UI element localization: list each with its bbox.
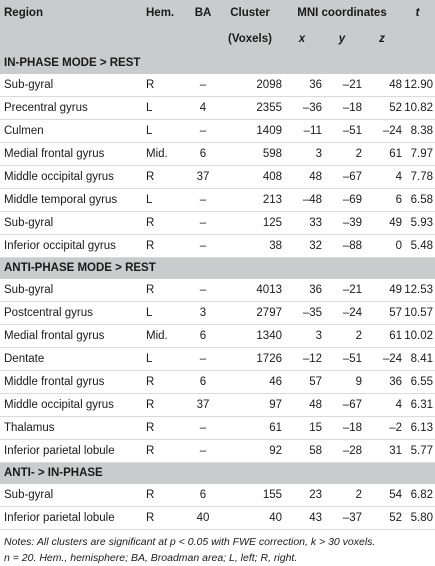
cell-x: –36 [282,97,322,120]
cell-z: 52 [362,97,402,120]
table-row [0,371,435,394]
cell-z: 57 [362,302,402,325]
table-row [0,235,435,258]
cell-cluster: 61 [218,417,282,440]
section-title: ANTI-PHASE MODE > REST [0,258,435,280]
cell-hem: R [146,507,188,530]
cell-z: 54 [362,484,402,507]
cell-hem: R [146,212,188,235]
cell-ba: 6 [188,484,218,507]
cell-z: 4 [362,394,402,417]
table-row [0,212,435,235]
cell-ba: 6 [188,143,218,166]
cell-hem: R [146,417,188,440]
cell-z: 49 [362,212,402,235]
cell-y: 9 [322,371,362,394]
section-title: IN-PHASE MODE > REST [0,53,435,74]
table-row [0,279,435,302]
cell-ba: – [188,235,218,258]
cell-region: Middle temporal gyrus [0,189,146,212]
cell-x: 43 [282,507,322,530]
cell-region: Postcentral gyrus [0,302,146,325]
cell-z: –24 [362,348,402,371]
cell-hem: L [146,189,188,212]
cell-hem: R [146,371,188,394]
table-row [0,507,435,530]
cell-z: –2 [362,417,402,440]
cell-z: 36 [362,371,402,394]
cell-x: –48 [282,189,322,212]
table-notes [0,530,435,566]
cell-t: 7.97 [402,143,435,166]
table-row [0,74,435,97]
cell-cluster: 125 [218,212,282,235]
cell-ba: 6 [188,325,218,348]
cell-t: 6.13 [402,417,435,440]
cell-hem: R [146,394,188,417]
col-region-empty [0,26,146,53]
col-hem: Hem. [146,0,188,26]
cell-x: 36 [282,279,322,302]
cell-y: –24 [322,302,362,325]
cell-y: –28 [322,440,362,463]
cell-t: 8.41 [402,348,435,371]
cell-hem: Mid. [146,143,188,166]
cell-ba: 40 [188,507,218,530]
cell-z: 61 [362,143,402,166]
cell-cluster: 2355 [218,97,282,120]
cell-x: 58 [282,440,322,463]
notes-line-1: Notes: All clusters are significant at p < 0.05 with FWE correction, k > 30 voxels. [4,536,376,548]
notes-line-2: n = 20. Hem., hemisphere; BA, Broadman area; L, left; R, right. [4,552,298,564]
cell-cluster: 1340 [218,325,282,348]
section-header [0,258,435,280]
cell-hem: R [146,484,188,507]
cell-t: 7.78 [402,166,435,189]
cell-hem: R [146,166,188,189]
cell-x: 33 [282,212,322,235]
cell-cluster: 408 [218,166,282,189]
col-ba: BA [188,0,218,26]
cell-cluster: 213 [218,189,282,212]
cell-region: Medial frontal gyrus [0,325,146,348]
cell-t: 10.57 [402,302,435,325]
cell-y: –18 [322,97,362,120]
cell-region: Sub-gyral [0,74,146,97]
section-header [0,53,435,74]
cell-region: Middle frontal gyrus [0,371,146,394]
col-z: z [362,26,402,53]
cell-ba: – [188,120,218,143]
cell-region: Inferior occipital gyrus [0,235,146,258]
cell-t: 6.58 [402,189,435,212]
col-x: x [282,26,322,53]
section-header [0,463,435,485]
cell-region: Culmen [0,120,146,143]
table-row [0,143,435,166]
cell-cluster: 2098 [218,74,282,97]
table-row [0,325,435,348]
cell-region: Inferior parietal lobule [0,507,146,530]
cell-region: Sub-gyral [0,484,146,507]
header-row-1 [0,0,435,26]
cell-ba: – [188,279,218,302]
cell-z: 0 [362,235,402,258]
col-t: t [402,0,435,26]
cell-t: 6.31 [402,394,435,417]
cell-t: 10.82 [402,97,435,120]
cell-region: Sub-gyral [0,279,146,302]
cell-cluster: 97 [218,394,282,417]
cell-cluster: 1409 [218,120,282,143]
cell-z: 4 [362,166,402,189]
cell-region: Middle occipital gyrus [0,166,146,189]
cell-x: 23 [282,484,322,507]
cell-x: –11 [282,120,322,143]
cell-ba: – [188,74,218,97]
col-region: Region [0,0,146,26]
cell-t: 5.77 [402,440,435,463]
col-ba-empty [188,26,218,53]
cell-t: 12.90 [402,74,435,97]
cell-y: 2 [322,143,362,166]
cell-ba: 3 [188,302,218,325]
table-row [0,302,435,325]
cell-hem: L [146,120,188,143]
cell-z: 49 [362,279,402,302]
table-row [0,394,435,417]
col-t-empty [402,26,435,53]
cell-ba: 37 [188,394,218,417]
table-header [0,0,435,53]
cell-cluster: 46 [218,371,282,394]
cell-y: –51 [322,348,362,371]
col-cluster-unit: (Voxels) [218,26,282,53]
col-mni: MNI coordinates [282,0,402,26]
cell-t: 5.93 [402,212,435,235]
cell-cluster: 598 [218,143,282,166]
cell-ba: 4 [188,97,218,120]
cell-cluster: 38 [218,235,282,258]
cell-x: 3 [282,143,322,166]
cell-t: 12.53 [402,279,435,302]
cell-x: –12 [282,348,322,371]
cell-region: Middle occipital gyrus [0,394,146,417]
cell-y: –88 [322,235,362,258]
cell-y: –69 [322,189,362,212]
cell-x: 57 [282,371,322,394]
table-row [0,166,435,189]
cell-x: –35 [282,302,322,325]
cell-hem: R [146,279,188,302]
cell-z: 61 [362,325,402,348]
cell-y: –37 [322,507,362,530]
cell-ba: – [188,348,218,371]
cell-ba: 37 [188,166,218,189]
table-row [0,440,435,463]
cell-region: Medial frontal gyrus [0,143,146,166]
cell-region: Thalamus [0,417,146,440]
cell-region: Sub-gyral [0,212,146,235]
col-hem-empty [146,26,188,53]
table-row [0,189,435,212]
cell-x: 48 [282,166,322,189]
table-body [0,53,435,530]
cell-cluster: 155 [218,484,282,507]
cell-ba: – [188,189,218,212]
cell-z: 52 [362,507,402,530]
section-title: ANTI- > IN-PHASE [0,463,435,485]
cell-ba: 6 [188,371,218,394]
cell-region: Precentral gyrus [0,97,146,120]
cell-y: –21 [322,74,362,97]
col-cluster: Cluster [218,0,282,26]
cell-hem: R [146,440,188,463]
cell-hem: R [146,235,188,258]
cell-t: 5.80 [402,507,435,530]
cell-z: 6 [362,189,402,212]
cell-y: –67 [322,166,362,189]
table-row [0,97,435,120]
cell-hem: Mid. [146,325,188,348]
cell-region: Inferior parietal lobule [0,440,146,463]
cell-cluster: 2797 [218,302,282,325]
cell-t: 6.82 [402,484,435,507]
cell-cluster: 40 [218,507,282,530]
col-y: y [322,26,362,53]
cell-hem: L [146,302,188,325]
cell-y: 2 [322,484,362,507]
cell-y: –39 [322,212,362,235]
cell-hem: R [146,74,188,97]
cell-cluster: 4013 [218,279,282,302]
cell-ba: – [188,212,218,235]
cell-x: 32 [282,235,322,258]
cell-region: Dentate [0,348,146,371]
cell-t: 10.02 [402,325,435,348]
table-row [0,417,435,440]
cell-z: 31 [362,440,402,463]
cell-ba: – [188,417,218,440]
cell-z: –24 [362,120,402,143]
cell-y: 2 [322,325,362,348]
table-row [0,348,435,371]
cell-y: –67 [322,394,362,417]
cell-y: –18 [322,417,362,440]
cell-t: 8.38 [402,120,435,143]
cell-t: 6.55 [402,371,435,394]
table-row [0,120,435,143]
cell-hem: L [146,97,188,120]
cell-cluster: 92 [218,440,282,463]
table-row [0,484,435,507]
cell-z: 48 [362,74,402,97]
cell-y: –21 [322,279,362,302]
cell-x: 48 [282,394,322,417]
cell-t: 5.48 [402,235,435,258]
header-row-2 [0,26,435,53]
cell-x: 15 [282,417,322,440]
cell-cluster: 1726 [218,348,282,371]
cell-x: 36 [282,74,322,97]
cell-hem: L [146,348,188,371]
cell-y: –51 [322,120,362,143]
cell-ba: – [188,440,218,463]
cell-x: 3 [282,325,322,348]
